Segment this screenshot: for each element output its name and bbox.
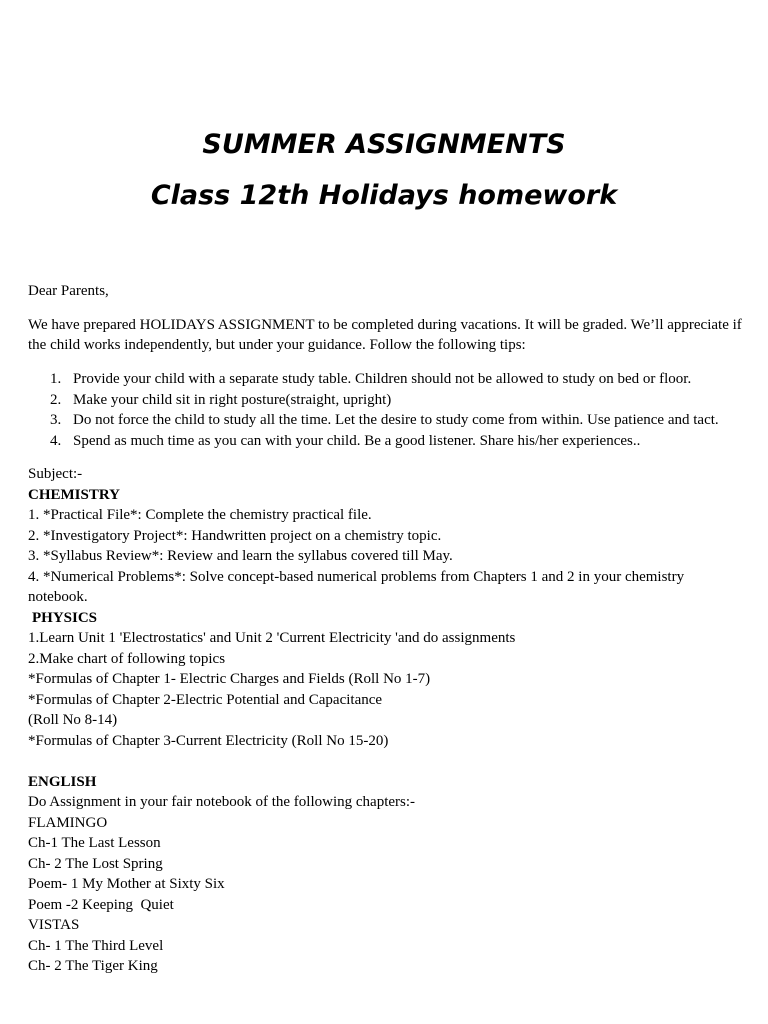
tip-item (28, 410, 744, 431)
physics-heading: PHYSICS (32, 609, 98, 626)
tips-list (28, 369, 744, 451)
tip-item (28, 431, 744, 452)
tip-number: 4. (50, 432, 62, 449)
chemistry-heading: CHEMISTRY (28, 486, 120, 503)
flamingo-item: Ch- 2 The Lost Spring (28, 855, 163, 872)
flamingo-item: Ch-1 The Last Lesson (28, 835, 161, 851)
flamingo-item: Poem- 1 My Mother at Sixty Six (28, 876, 225, 892)
english-heading: ENGLISH (28, 773, 97, 790)
english-intro: Do Assignment in your fair notebook of the following chapters:- (28, 794, 416, 810)
flamingo-label: FLAMINGO (28, 814, 108, 831)
chemistry-item: 2. *Investigatory Project*: Handwritten project on a chemistry topic. (28, 527, 442, 544)
subjects-section (28, 464, 728, 977)
physics-item: 1.Learn Unit 1 'Electrostatics' and Unit 2 'Current Electricity 'and do assignments (28, 630, 516, 646)
flamingo-item: Poem -2 Keeping Quiet (28, 896, 174, 913)
tip-number: 2. (50, 391, 62, 408)
chemistry-item: 4. *Numerical Problems*: Solve concept-based numerical problems from Chapters 1 and 2 in your chemistry notebook. (28, 568, 685, 605)
physics-item: *Formulas of Chapter 2-Electric Potential and Capacitance (28, 691, 383, 708)
letter-greeting: Dear Parents, (28, 283, 109, 299)
letter-intro: We have prepared HOLIDAYS ASSIGNMENT to be completed during vacations. It will be graded. We’ll appreciate if the child works independently, but under your guidance. Follow the following tips: (28, 317, 742, 353)
tip-number: 3. (50, 412, 62, 428)
physics-item: (Roll No 8-14) (28, 712, 118, 728)
section-spacer (28, 751, 728, 772)
tip-text: Do not force the child to study all the time. Let the desire to study come from within. Use patience and tact. (73, 412, 719, 428)
tip-item (28, 369, 744, 390)
vistas-label: VISTAS (28, 917, 80, 933)
subject-label: Subject:- (28, 466, 83, 482)
physics-item: *Formulas of Chapter 3-Current Electricity (Roll No 15-20) (28, 732, 389, 749)
tip-item (28, 390, 744, 411)
physics-item: *Formulas of Chapter 1- Electric Charges and Fields (Roll No 1-7) (28, 671, 431, 687)
physics-item: 2.Make chart of following topics (28, 650, 226, 667)
chemistry-item: 1. *Practical File*: Complete the chemistry practical file. (28, 507, 372, 523)
chemistry-item: 3. *Syllabus Review*: Review and learn the syllabus covered till May. (28, 548, 453, 564)
tip-text: Provide your child with a separate study table. Children should not be allowed to study on bed or floor. (73, 371, 692, 387)
tip-number: 1. (50, 371, 62, 387)
document-subtitle: Class 12th Holidays homework (150, 180, 618, 211)
vistas-item: Ch- 2 The Tiger King (28, 958, 158, 974)
tip-text: Spend as much time as you can with your child. Be a good listener. Share his/her experiences.. (73, 432, 641, 449)
vistas-item: Ch- 1 The Third Level (28, 937, 164, 954)
document-title: SUMMER ASSIGNMENTS (202, 129, 566, 160)
tip-text: Make your child sit in right posture(straight, upright) (73, 391, 392, 408)
